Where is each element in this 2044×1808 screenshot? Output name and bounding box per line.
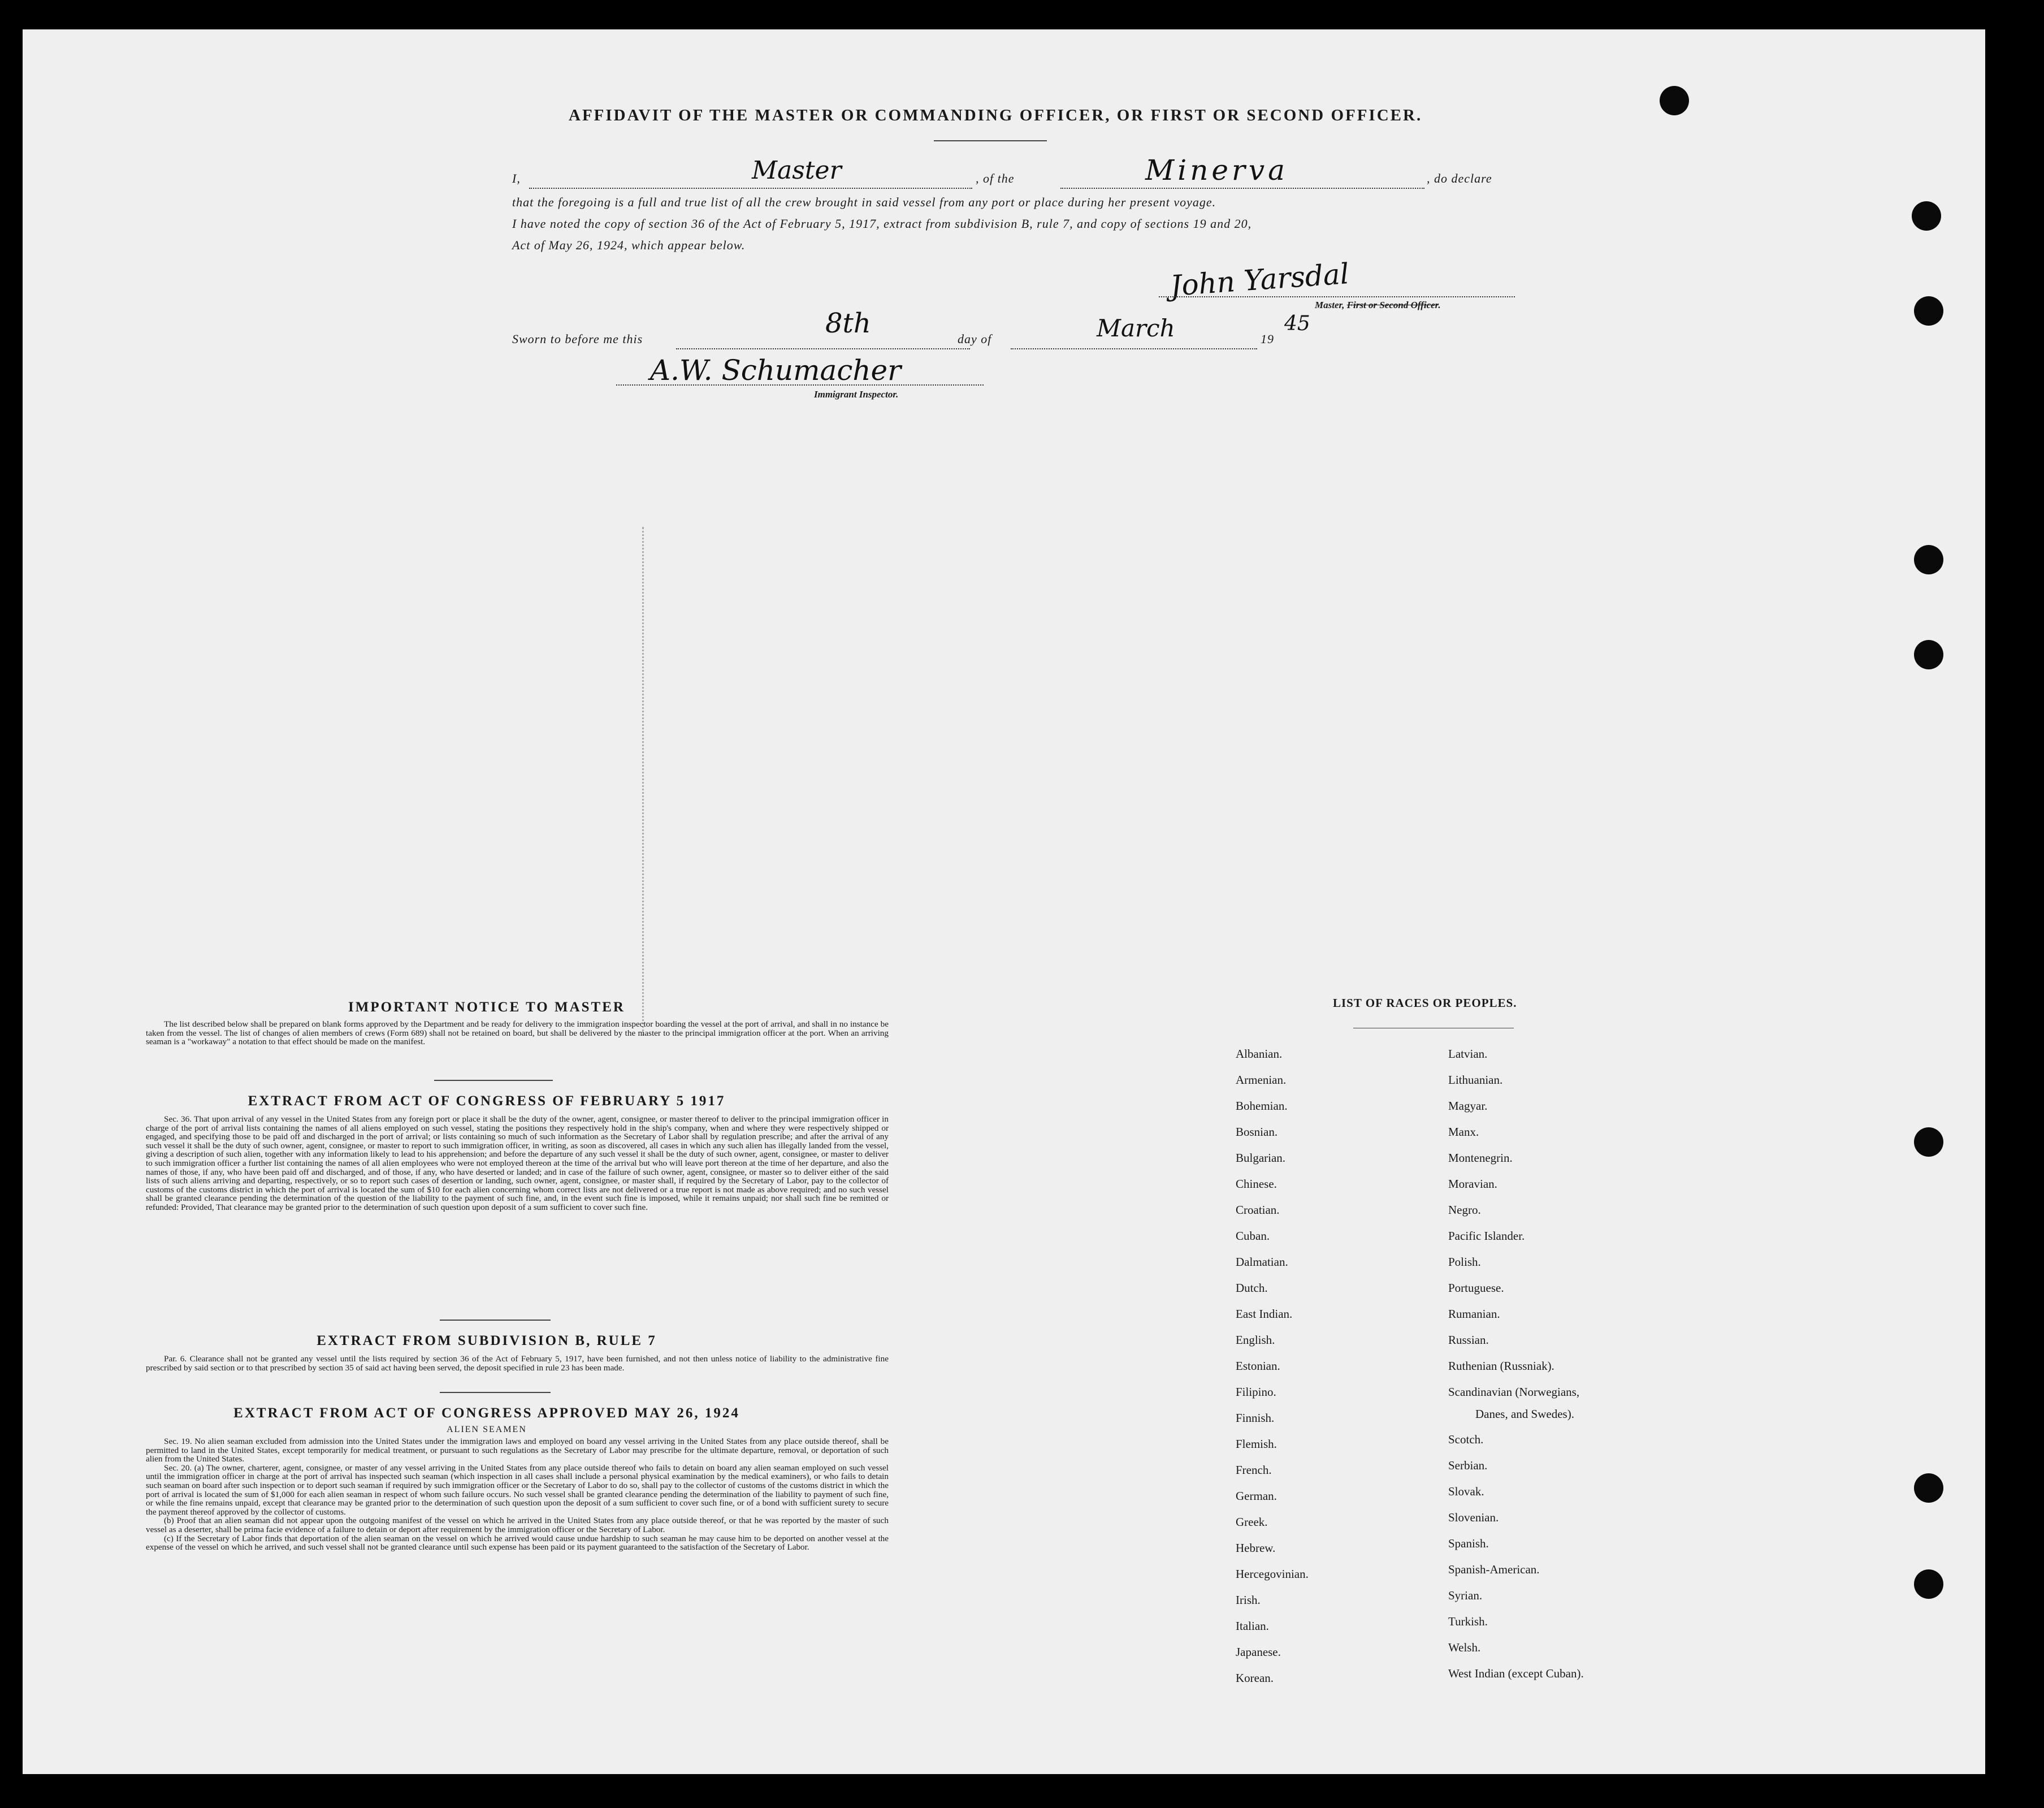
race-item: Ruthenian (Russniak). xyxy=(1448,1359,1554,1373)
extract-rule7-title: EXTRACT FROM SUBDIVISION B, RULE 7 xyxy=(317,1333,657,1348)
affidavit-title: AFFIDAVIT OF THE MASTER OR COMMANDING OFFICER, OR FIRST OR SECOND OFFICER. xyxy=(569,106,1423,124)
master-caption-dot: . xyxy=(1438,300,1441,310)
race-item: Japanese. xyxy=(1236,1645,1281,1659)
race-item: English. xyxy=(1236,1333,1275,1347)
race-item: Latvian. xyxy=(1448,1047,1488,1061)
notice-title: IMPORTANT NOTICE TO MASTER xyxy=(348,1000,625,1015)
race-item: Albanian. xyxy=(1236,1047,1283,1061)
day-of-label: day of xyxy=(958,332,992,346)
race-item: Syrian. xyxy=(1448,1589,1483,1602)
master-signature: John Yarsdal xyxy=(1169,257,1350,302)
affidavit-body-line2: I have noted the copy of section 36 of the Act of February 5, 1917, extract from subdivision B, rule 7, and copy of sections 19 and 20, xyxy=(512,217,1252,231)
punch-hole xyxy=(1912,201,1941,231)
title-divider xyxy=(934,140,1047,141)
race-item: Moravian. xyxy=(1448,1177,1497,1191)
sworn-day-handwritten: 8th xyxy=(825,308,871,339)
race-item-continuation: Danes, and Swedes). xyxy=(1475,1407,1574,1421)
race-item: Croatian. xyxy=(1236,1203,1280,1217)
race-item: Armenian. xyxy=(1236,1073,1287,1087)
race-item xyxy=(1448,1385,1584,1433)
punch-hole xyxy=(1660,86,1689,115)
race-item: Turkish. xyxy=(1448,1615,1488,1628)
race-item: Hercegovinian. xyxy=(1236,1567,1309,1581)
race-item: Negro. xyxy=(1448,1203,1481,1217)
race-item: Welsh. xyxy=(1448,1641,1481,1654)
i-label: I, xyxy=(512,171,521,185)
race-item: Manx. xyxy=(1448,1125,1479,1139)
master-signature-line xyxy=(1159,295,1515,297)
punch-hole xyxy=(1914,1473,1943,1503)
extract-1924-subtitle: ALIEN SEAMEN xyxy=(447,1425,527,1434)
punch-hole xyxy=(1914,545,1943,574)
inspector-caption: Immigrant Inspector. xyxy=(814,389,899,400)
extract-1917-title: EXTRACT FROM ACT OF CONGRESS OF FEBRUARY 5 1917 xyxy=(248,1093,726,1109)
races-title: LIST OF RACES OR PEOPLES. xyxy=(1333,996,1517,1010)
race-item: Bosnian. xyxy=(1236,1125,1278,1139)
section-20a: Sec. 20. (a) The owner, charterer, agent, consignee, or master of any vessel arriving in the United States from any place outside thereof who fails to detain on board any alien seaman employed on such vessel until the immigration officer in charge at the port of arrival has inspected such seaman (which inspection in all cases shall include a personal physical examination by the medical examiners), or who fails to detain such seaman on board after such inspection or to deport such seaman if required by such immigration officer or the Secretary of Labor to do so, shall pay to the collector of customs of the customs district in which the port of arrival is located the sum of $1,000 for each alien seaman in respect of whom such failure occurs. No such vessel shall be granted clearance pending the determination of the liability to payment of such fine, or while the fine remains unpaid, except that clearance may be granted prior to the determination of such question upon the deposit of a sum sufficient to cover such fine, or of a bond with sufficient surety to secure the payment thereof approved by the collector of customs. xyxy=(146,1463,889,1517)
race-item: East Indian. xyxy=(1236,1307,1293,1321)
declare-label: , do declare xyxy=(1427,171,1492,185)
race-item: Cuban. xyxy=(1236,1229,1270,1243)
race-item: Korean. xyxy=(1236,1671,1274,1685)
sworn-day-line xyxy=(676,344,970,349)
inspector-signature: A.W. Schumacher xyxy=(650,354,902,387)
race-item: West Indian (except Cuban). xyxy=(1448,1667,1584,1680)
race-item: Slovak. xyxy=(1448,1485,1484,1498)
race-item: Spanish-American. xyxy=(1448,1563,1540,1576)
race-item: Dutch. xyxy=(1236,1281,1268,1295)
extract-1924-title: EXTRACT FROM ACT OF CONGRESS APPROVED MAY 26, 1924 xyxy=(233,1405,740,1421)
master-caption xyxy=(1315,300,1441,311)
extract-rule7-body: Par. 6. Clearance shall not be granted any vessel until the lists required by section 36 of the Act of February 5, 1917, have been furnished, and not then unless notice of liability to the administrative fine prescribed by said section or to that prescribed by section 35 of said act having been served, the deposit specified in rule 23 has been made. xyxy=(146,1354,889,1373)
race-item: Dalmatian. xyxy=(1236,1255,1288,1269)
race-item: Rumanian. xyxy=(1448,1307,1500,1321)
race-item-line: Scandinavian (Norwegians, xyxy=(1448,1385,1580,1399)
extract-1917-divider xyxy=(440,1320,551,1321)
document-page xyxy=(23,29,1985,1774)
extract-1924-text xyxy=(146,1437,889,1552)
affidavit-body-line3: Act of May 26, 1924, which appear below. xyxy=(512,238,746,252)
vessel-name-handwritten: Minerva xyxy=(1145,154,1288,187)
notice-divider xyxy=(434,1080,553,1081)
section-20b: (b) Proof that an alien seaman did not appear upon the outgoing manifest of the vessel on which he arrived in the United States from any place outside thereof, or that he was reported by the master of such vessel as a deserter, shall be prima facie evidence of a failure to detain or deport after requirement by the immigration officer or the Secretary of Labor. xyxy=(146,1516,889,1534)
year-prefix: 19 xyxy=(1261,332,1274,346)
sworn-label: Sworn to before me this xyxy=(512,332,643,346)
race-item: Polish. xyxy=(1448,1255,1481,1269)
punch-hole xyxy=(1914,640,1943,669)
punch-hole xyxy=(1914,1127,1943,1157)
race-item: Irish. xyxy=(1236,1593,1261,1607)
column-rule xyxy=(642,527,644,1036)
race-item: Hebrew. xyxy=(1236,1541,1276,1555)
master-caption-struck: First or Second Officer xyxy=(1346,300,1439,310)
race-item: Portuguese. xyxy=(1448,1281,1504,1295)
sworn-month-handwritten: March xyxy=(1097,314,1175,342)
inspector-signature-line xyxy=(616,383,984,386)
section-19: Sec. 19. No alien seaman excluded from admission into the United States under the immigration laws and employed on board any vessel arriving in the United States from any place outside thereof, shall be permitted to land in the United States, except temporarily for medical treatment, or pursuant to such regulations as the Secretary of Labor may prescribe for the ultimate departure, removal, or deportation of such alien from the United States. xyxy=(146,1437,889,1464)
race-item: Greek. xyxy=(1236,1515,1268,1529)
race-item: Serbian. xyxy=(1448,1459,1488,1472)
race-item: Bohemian. xyxy=(1236,1099,1288,1113)
section-20c: (c) If the Secretary of Labor finds that deportation of the alien seaman on the vessel on which he arrived would cause undue hardship to such seaman he may cause him to be deported on another vessel at the expense of the vessel on which he arrived, and such vessel shall not be granted clearance until such expense has been paid or its payment guaranteed to the satisfaction of the Secretary of Labor. xyxy=(146,1533,889,1552)
race-item: Magyar. xyxy=(1448,1099,1488,1113)
notice-body: The list described below shall be prepared on blank forms approved by the Department and be ready for delivery to the immigration inspector boarding the vessel at the port of arrival, and shall in no instance be taken from the vessel. The list of changes of alien members of crews (Form 689) shall not be retained on board, but shall be delivered by the master to the principal immigration officer at the port. When an arriving seaman is a "workaway" a notation to that effect should be made on the manifest. xyxy=(146,1019,889,1047)
race-item: Spanish. xyxy=(1448,1537,1489,1550)
punch-hole xyxy=(1914,1569,1943,1599)
race-item: German. xyxy=(1236,1489,1277,1503)
race-item: Chinese. xyxy=(1236,1177,1277,1191)
race-item: Flemish. xyxy=(1236,1437,1277,1451)
officer-title-handwritten: Master xyxy=(752,156,842,185)
extract-rule7-divider xyxy=(440,1392,551,1393)
race-item: Filipino. xyxy=(1236,1385,1276,1399)
race-item: Lithuanian. xyxy=(1448,1073,1503,1087)
extract-1917-body: Sec. 36. That upon arrival of any vessel in the United States from any foreign port or place it shall be the duty of the owner, agent, consignee, or master thereof to deliver to the principal immigration officer in charge of the port of arrival lists containing the names of all aliens employed on such vessel, stating the positions they respectively hold in the ship's company, when and where they were respectively shipped or engaged, and specifying those to be paid off and discharged in the port of arrival; or lists containing so much of such information as the Secretary of Labor shall by regulation prescribe; and after the arrival of any such vessel it shall be the duty of such owner, agent, consignee, or master to report to such immigration officer, in writing, as soon as discovered, all cases in which any such alien has illegally landed from the vessel, giving a description of such alien, together with any information likely to lead to his apprehension; and before the departure of any such vessel it shall be the duty of such owner, agent, consignee, or master to deliver to such immigration officer a further list containing the names of all alien employees who were not employed thereon at the time of the arrival but who will leave port thereon at the time of her departure, and also the names of those, if any, who have been paid off and discharged, and of those, if any, who have deserted or landed; and in case of the failure of such owner, agent, consignee, or master so to deliver either of the said lists of such aliens arriving and departing, respectively, or so to report such cases of desertion or landing, such owner, agent, consignee, or master shall, if required by the Secretary of Labor, pay to the collector of customs of the customs district in which the port of arrival is located the sum of $10 for each alien concerning whom correct lists are not delivered or a true report is not made as above required; and no such vessel shall be granted clearance pending the determination of the question of the liability to the payment of such fine, and, in the event such fine is imposed, while it remains unpaid; nor shall such fine be remitted or refunded: Provided, That clearance may be granted prior to the determination of such question upon deposit of a sum sufficient to cover such fine. xyxy=(146,1114,889,1212)
race-item: Bulgarian. xyxy=(1236,1151,1286,1165)
sworn-month-line xyxy=(1011,344,1257,349)
race-item: French. xyxy=(1236,1463,1272,1477)
master-caption-text: Master, xyxy=(1315,300,1347,310)
race-item: Montenegrin. xyxy=(1448,1151,1513,1165)
race-item: Slovenian. xyxy=(1448,1511,1499,1524)
races-column-2 xyxy=(1448,1047,1584,1693)
race-item: Pacific Islander. xyxy=(1448,1229,1525,1243)
races-column-1 xyxy=(1236,1047,1309,1697)
race-item: Finnish. xyxy=(1236,1411,1275,1425)
punch-hole xyxy=(1914,296,1943,326)
of-the-label: , of the xyxy=(976,171,1015,185)
race-item: Russian. xyxy=(1448,1333,1489,1347)
race-item: Estonian. xyxy=(1236,1359,1280,1373)
race-item: Scotch. xyxy=(1448,1433,1484,1446)
race-item: Italian. xyxy=(1236,1619,1269,1633)
officer-title-line xyxy=(529,183,972,189)
affidavit-body-line1: that the foregoing is a full and true list of all the crew brought in said vessel from any port or place during her present voyage. xyxy=(512,195,1216,209)
year-suffix-handwritten: 45 xyxy=(1284,312,1310,335)
